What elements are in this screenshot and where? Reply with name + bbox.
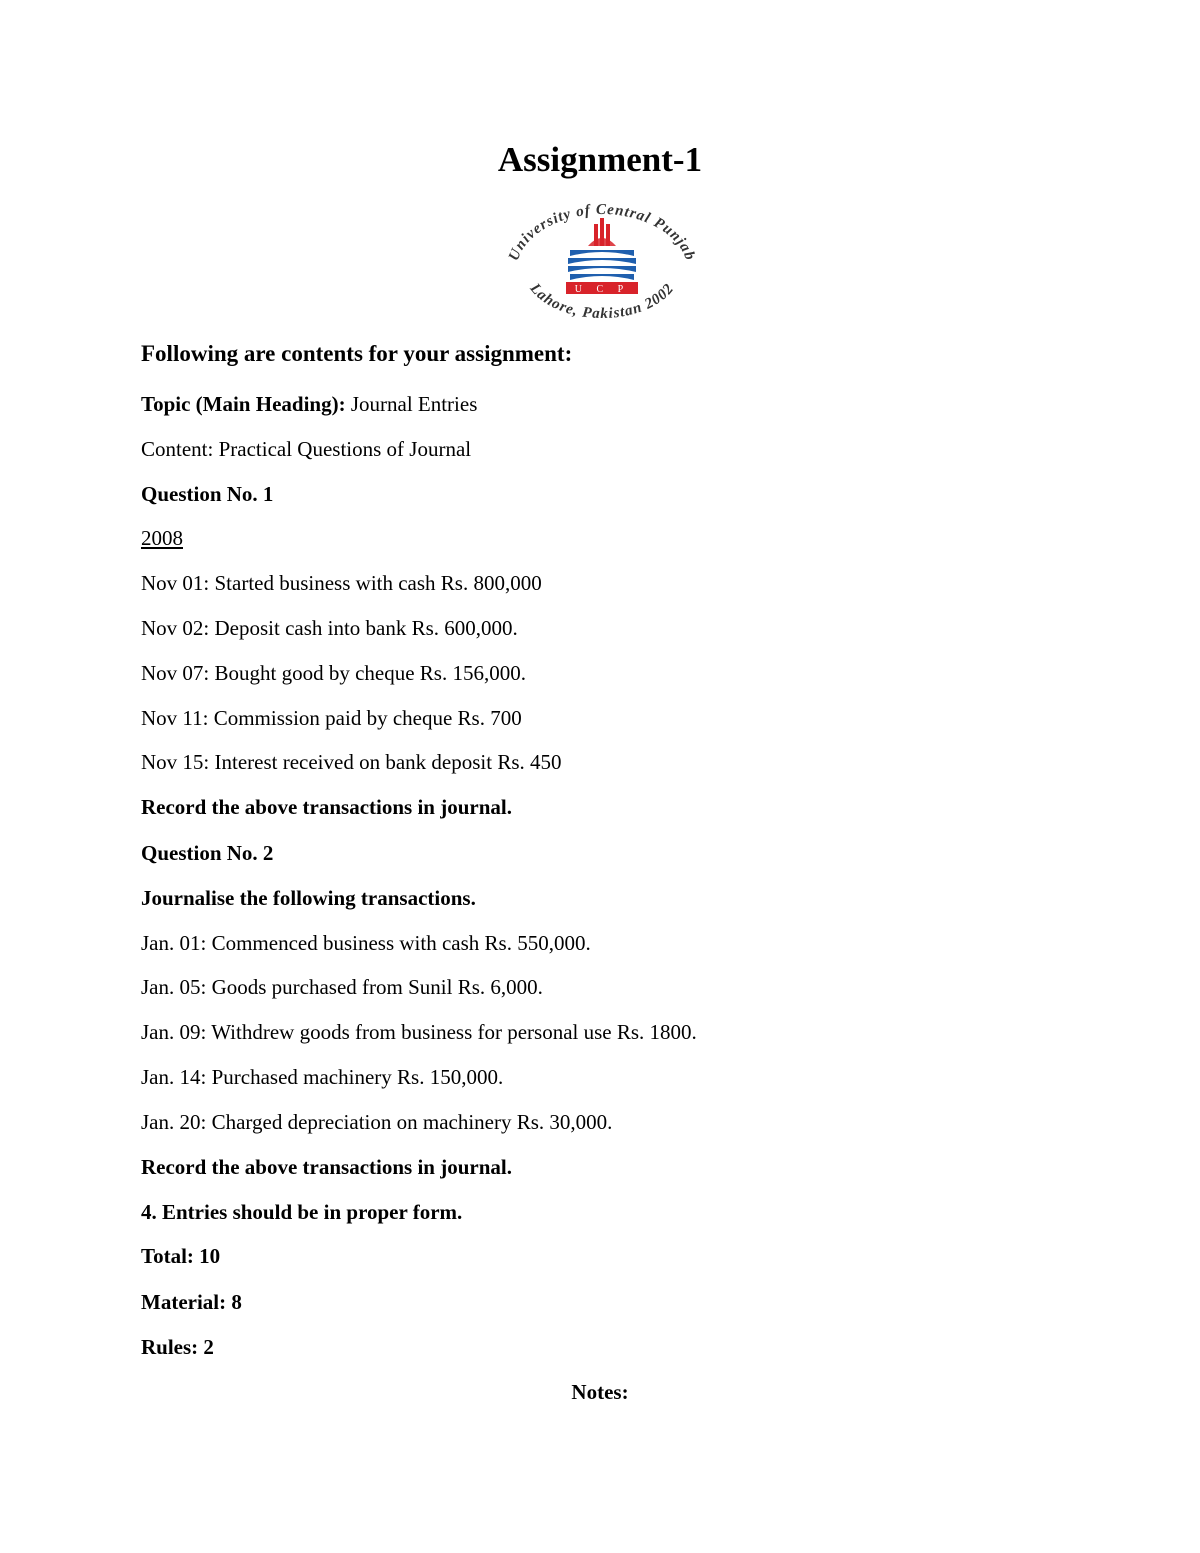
content-line: Content: Practical Questions of Journal (141, 437, 472, 461)
material-marks: Material: 8 (141, 1290, 242, 1314)
q2-transaction-4: Jan. 14: Purchased machinery Rs. 150,000. (141, 1065, 504, 1089)
q1-transaction-4: Nov 11: Commission paid by cheque Rs. 700 (141, 706, 522, 730)
seal-arc-bottom-text: Lahore, Pakistan 2002 (526, 280, 678, 318)
q2-transaction-1: Jan. 01: Commenced business with cash Rs. 550,000. (141, 931, 591, 955)
q1-transaction-5: Nov 15: Interest received on bank deposit Rs. 450 (141, 750, 562, 774)
q2-transaction-5: Jan. 20: Charged depreciation on machinery Rs. 30,000. (141, 1110, 613, 1134)
notes-heading: Notes: (571, 1380, 629, 1404)
q2-transaction-2: Jan. 05: Goods purchased from Sunil Rs. 6,000. (141, 975, 543, 999)
question-1-year: 2008 (141, 526, 183, 550)
university-seal-icon (498, 200, 706, 318)
seal-ribbon-text: U C P (574, 284, 630, 295)
seal-arc-top-text: University of Central Punjab (505, 201, 699, 264)
question-2-heading: Question No. 2 (141, 841, 274, 865)
q2-transaction-3: Jan. 09: Withdrew goods from business for personal use Rs. 1800. (141, 1020, 697, 1044)
topic-value: Journal Entries (345, 392, 478, 416)
question-2-subheading: Journalise the following transactions. (141, 886, 476, 910)
question-1-heading: Question No. 1 (141, 482, 274, 506)
intro-heading: Following are contents for your assignment: (141, 341, 573, 366)
document-title: Assignment-1 (497, 140, 703, 179)
topic-label: Topic (Main Heading): (141, 392, 346, 416)
topic-line (141, 390, 477, 418)
q1-instruction: Record the above transactions in journal. (141, 795, 512, 819)
q1-transaction-3: Nov 07: Bought good by cheque Rs. 156,000. (141, 661, 526, 685)
q2-instruction: Record the above transactions in journal. (141, 1155, 512, 1179)
total-marks: Total: 10 (141, 1244, 221, 1268)
q1-transaction-2: Nov 02: Deposit cash into bank Rs. 600,000. (141, 616, 518, 640)
q1-transaction-1: Nov 01: Started business with cash Rs. 800,000 (141, 571, 542, 595)
rules-marks: Rules: 2 (141, 1335, 214, 1359)
entries-note: 4. Entries should be in proper form. (141, 1200, 463, 1224)
